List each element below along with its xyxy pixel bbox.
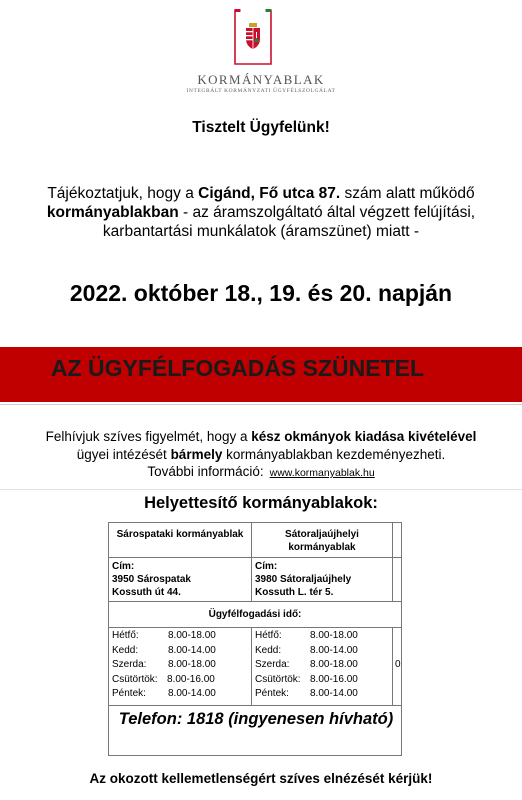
divider: [0, 404, 522, 405]
stray-character: 0: [395, 659, 401, 670]
kormanyablak-website-link[interactable]: www.kormanyablak.hu: [269, 467, 375, 479]
closure-dates: 2022. október 18., 19. és 20. napján: [69, 280, 453, 306]
apology-note: Az okozott kellemetlenségért szíves elnézését kérjük!: [89, 771, 433, 786]
hours-row: Csütörtök: 8.00-16.00: [112, 673, 215, 685]
hours-row: Szerda: 8.00-18.00: [255, 659, 358, 670]
phone-number: Telefon: 1818 (ingyenesen hívható): [118, 710, 394, 728]
hours-row: Szerda: 8.00-18.00: [112, 659, 216, 670]
hours-row: Csütörtök: 8.00-16.00: [255, 673, 358, 685]
hours-row: Péntek: 8.00-14.00: [255, 688, 358, 699]
more-info-line: [0, 464, 522, 479]
logo-wordmark: KORMÁNYABLAK: [197, 72, 325, 87]
office-header-sarospatak: Sárospataki kormányablak: [116, 529, 244, 540]
hours-row: Péntek: 8.00-14.00: [112, 688, 216, 699]
closure-banner-text: AZ ÜGYFÉLFOGADÁS SZÜNETEL: [50, 355, 425, 381]
greeting-heading: Tisztelt Ügyfelünk!: [192, 119, 330, 136]
info-paragraph: Felhívjuk szíves figyelmét, hogy a kész okmányok kiadása kivételével ügyei intézését bármely kormányablakban kezdeményezheti.: [45, 429, 477, 462]
divider: [0, 489, 522, 490]
hours-row: Kedd: 8.00-14.00: [255, 644, 358, 656]
address-sarospatak: Cím: 3950 Sárospatak Kossuth út 44.: [112, 561, 191, 598]
office-header-satoraljaujhely: Sátoraljaújhelyi kormányablak: [285, 529, 359, 553]
opening-hours-title: Ügyfélfogadási idő:: [208, 609, 302, 620]
more-info-label: További információ:: [147, 464, 264, 479]
notice-office: kormányablakban: [46, 204, 179, 221]
hours-row: Hétfő: 8.00-18.00: [255, 630, 358, 641]
substitute-offices-title: Helyettesítő kormányablakok:: [144, 494, 378, 512]
substitute-offices-table: [108, 522, 402, 756]
hours-row: Kedd: 8.00-14.00: [112, 644, 216, 656]
notice-location: Cigánd, Fő utca 87.: [198, 185, 341, 202]
coat-of-arms-icon: [246, 23, 260, 49]
closure-banner: [0, 347, 522, 402]
address-satoraljaujhely: Cím: 3980 Sátoraljaújhely Kossuth L. tér 5.: [255, 561, 352, 598]
hours-row: Hétfő: 8.00-18.00: [112, 630, 216, 641]
notice-paragraph: Tájékoztatjuk, hogy a Cigánd, Fő utca 87. szám alatt működő kormányablakban - az áramszolgáltató által végzett felújítási, karbantartási munkálatok (áramszünet) miatt -: [46, 185, 476, 240]
kormanyablak-logo: [233, 8, 273, 66]
logo-tagline: INTEGRÁLT KORMÁNYZATI ÜGYFÉLSZOLGÁLAT: [186, 88, 336, 94]
